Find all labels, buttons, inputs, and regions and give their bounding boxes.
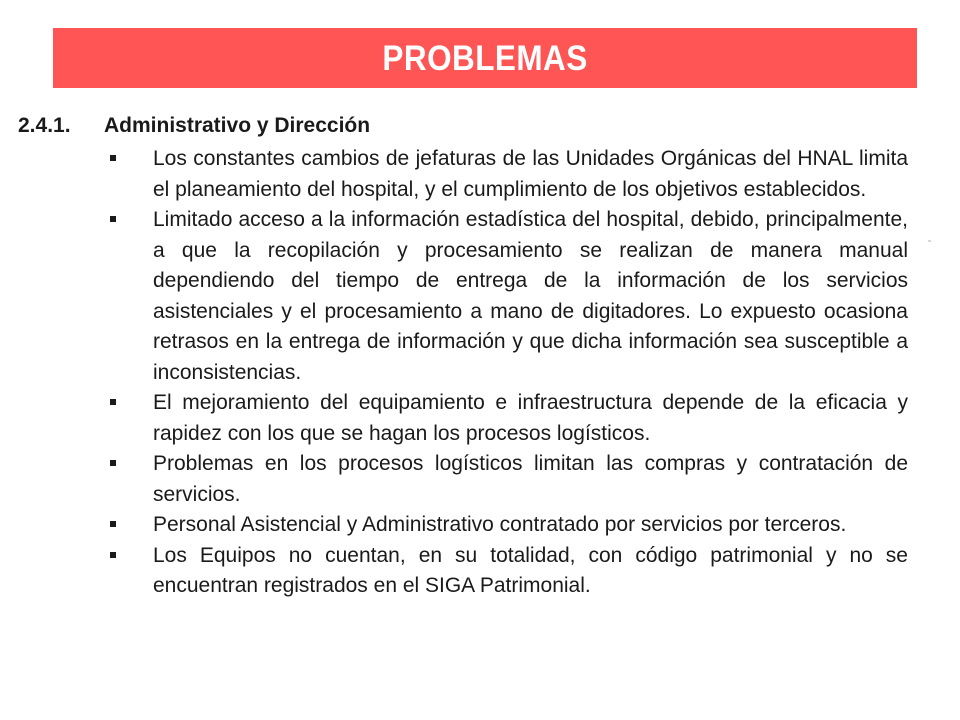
list-item	[108, 205, 908, 388]
list-item-text: Personal Asistencial y Administrativo contratado por servicios por terceros.	[153, 513, 847, 536]
square-bullet-icon	[110, 460, 116, 466]
list-item	[108, 144, 908, 205]
square-bullet-icon	[110, 521, 116, 527]
list-item-text: Los Equipos no cuentan, en su totalidad, con código patrimonial y no se encuentran registrados en el SIGA Patrimonial.	[153, 543, 908, 597]
list-item-text: Problemas en los procesos logísticos limitan las compras y contratación de servicios.	[153, 452, 908, 506]
problem-list	[108, 144, 908, 602]
section-number: 2.4.1.	[18, 114, 71, 137]
section-heading	[18, 114, 370, 138]
list-item	[108, 510, 908, 541]
list-item-text: Los constantes cambios de jefaturas de las Unidades Orgánicas del HNAL limita el planeamiento del hospital, y el cumplimiento de los objetivos establecidos.	[153, 147, 908, 201]
section-title: Administrativo y Dirección	[104, 114, 371, 137]
square-bullet-icon	[110, 552, 116, 558]
scan-speck	[928, 240, 931, 242]
list-item	[108, 541, 908, 602]
square-bullet-icon	[110, 399, 116, 405]
square-bullet-icon	[110, 216, 116, 222]
page-title: PROBLEMAS	[382, 38, 588, 78]
list-item-text: El mejoramiento del equipamiento e infraestructura depende de la eficacia y rapidez con los que se hagan los procesos logísticos.	[153, 391, 908, 445]
title-banner	[53, 28, 917, 88]
list-item	[108, 449, 908, 510]
list-item-text: Limitado acceso a la información estadística del hospital, debido, principalmente, a que la recopilación y procesamiento se realizan de manera manual dependiendo del tiempo de entrega de la información de los servicios asistenciales y el procesamiento a mano de digitadores. Lo expuesto ocasiona retrasos en la entrega de información y que dicha información sea susceptible a inconsistencias.	[153, 208, 908, 384]
list-item	[108, 388, 908, 449]
square-bullet-icon	[110, 155, 116, 161]
